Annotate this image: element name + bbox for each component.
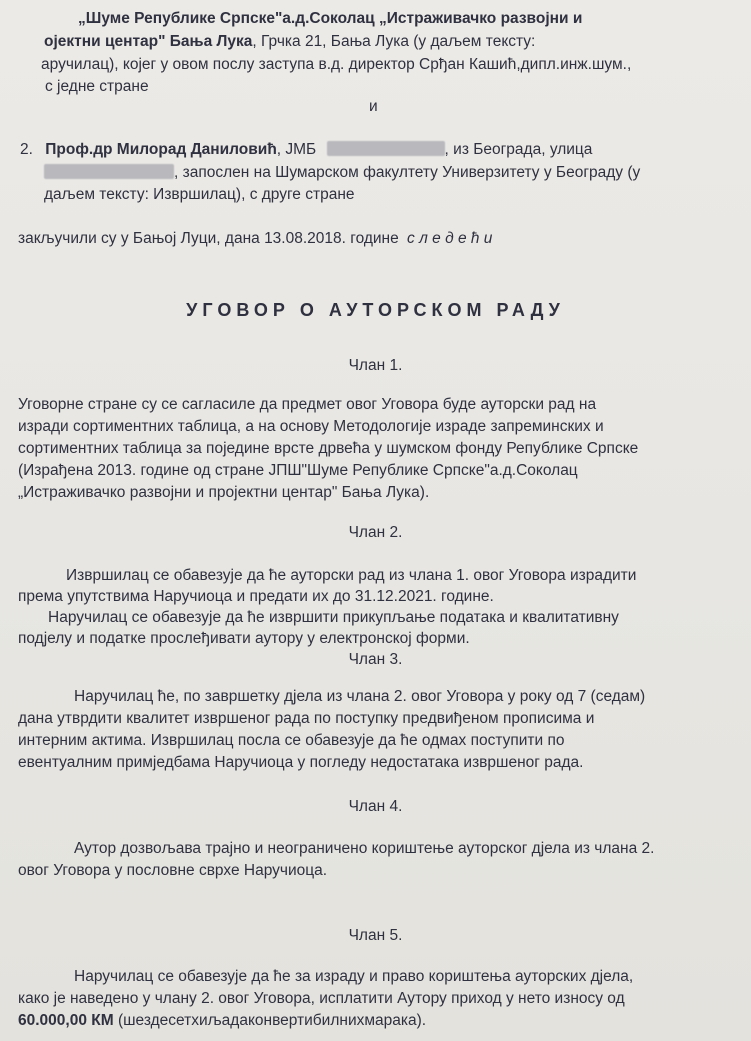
- payment-amount-words: (шездесетхиљадаконвертибилнихмарака).: [113, 1012, 427, 1029]
- article-2-heading: Члан 2.: [348, 524, 403, 541]
- redacted-jmb: [327, 141, 445, 156]
- party2-line1: [20, 139, 592, 160]
- concluded-following: с л е д е ћ и: [407, 230, 493, 247]
- article-4-heading: Члан 4.: [348, 798, 403, 815]
- article-5-heading: Члан 5.: [348, 927, 403, 944]
- article-4-line1: Аутор дозвољава трајно и неограничено кориштење ауторског дјела из члана 2.: [74, 840, 655, 857]
- party2-jmb-label: , ЈМБ: [276, 141, 317, 158]
- article-1-line2: изради сортиментних таблица, а на основу Методологије израде запреминских и: [18, 418, 604, 435]
- article-3-heading: Члан 3.: [348, 651, 403, 668]
- contract-title: УГОВОР О АУТОРСКОМ РАДУ: [186, 300, 565, 320]
- article-5-line2: како је наведено у члану 2. овог Уговора, исплатити Аутору приход у нето износу од: [18, 990, 625, 1007]
- redacted-street: [44, 164, 174, 179]
- article-1-line3: сортиментних таблица за поједине врсте дрвећа у шумском фонду Републике Српске: [18, 440, 639, 457]
- party1-address: , Грчка 21, Бања Лука (у даљем тексту:: [252, 33, 536, 50]
- article-3-line1: Наручилац ће, по завршетку дјела из члана 2. овог Уговора у року од 7 (седам): [74, 688, 646, 705]
- article-2-line2: према упутствима Наручиоца и предати их до 31.12.2021. године.: [18, 588, 494, 605]
- article-2-line3: Наручилац се обавезује да ће извршити прикупљање података и квалитативну: [48, 609, 619, 626]
- article-1-heading: Члан 1.: [348, 357, 403, 374]
- concluded-text: закључили су у Бањој Луци, дана 13.08.2018. године: [18, 230, 399, 247]
- payment-amount: 60.000,00 КМ: [18, 1012, 114, 1029]
- article-5-line1: Наручилац се обавезује да ће за израду и право кориштења ауторских дјела,: [74, 968, 634, 985]
- article-2-line4: подјелу и податке прослеђивати аутору у електронској форми.: [18, 630, 470, 647]
- article-1-line4: (Израђена 2013. године од стране ЈПШ"Шуме Републике Српске"а.д.Соколац: [18, 462, 578, 479]
- concluded-line: [18, 228, 492, 249]
- party1-name-part2: ојектни центар" Бања Лука: [44, 33, 253, 50]
- article-1-line1: Уговорне стране су се сагласиле да предмет овог Уговора буде ауторски рад на: [18, 396, 597, 413]
- party1-name-part1: „Шуме Републике Српске"а.д.Соколац „Истраживачко развојни и: [78, 10, 583, 27]
- article-3-line2: дана утврдити квалитет извршеног рада по поступку предвиђеном прописима и: [18, 710, 595, 727]
- party1-line3: аручилац), којег у овом послу заступа в.д. директор Срђан Кашић,дипл.инж.шум.,: [41, 56, 632, 73]
- article-3-line4: евентуалним примједбама Наручиоца у погледу недостатака извршеног рада.: [18, 754, 584, 771]
- party2-name: Проф.др Милорад Даниловић: [45, 141, 277, 158]
- party1-line4: с једне стране: [45, 78, 149, 95]
- article-3-line3: интерним актима. Извршилац посла се обавезује да ће одмах поступити по: [18, 732, 565, 749]
- party2-line2: [44, 162, 640, 183]
- article-1-line5: „Истраживачко развојни и пројектни центар" Бања Лука).: [18, 484, 430, 501]
- party2-line3: даљем тексту: Извршилац), с друге стране: [44, 186, 355, 203]
- party2-city: , из Београда, улица: [444, 141, 593, 158]
- party2-number: 2.: [20, 141, 33, 158]
- party1-line1: [78, 8, 582, 29]
- article-5-line3: [18, 1010, 426, 1031]
- article-4-line2: овог Уговора у пословне сврхе Наручиоца.: [18, 862, 328, 879]
- party2-employment: , запослен на Шумарском факултету Универзитету у Београду (у: [174, 164, 641, 181]
- party1-line2: [44, 31, 535, 52]
- conjunction: и: [369, 98, 378, 115]
- article-2-line1: Извршилац се обавезује да ће ауторски рад из члана 1. овог Уговора израдити: [66, 567, 637, 584]
